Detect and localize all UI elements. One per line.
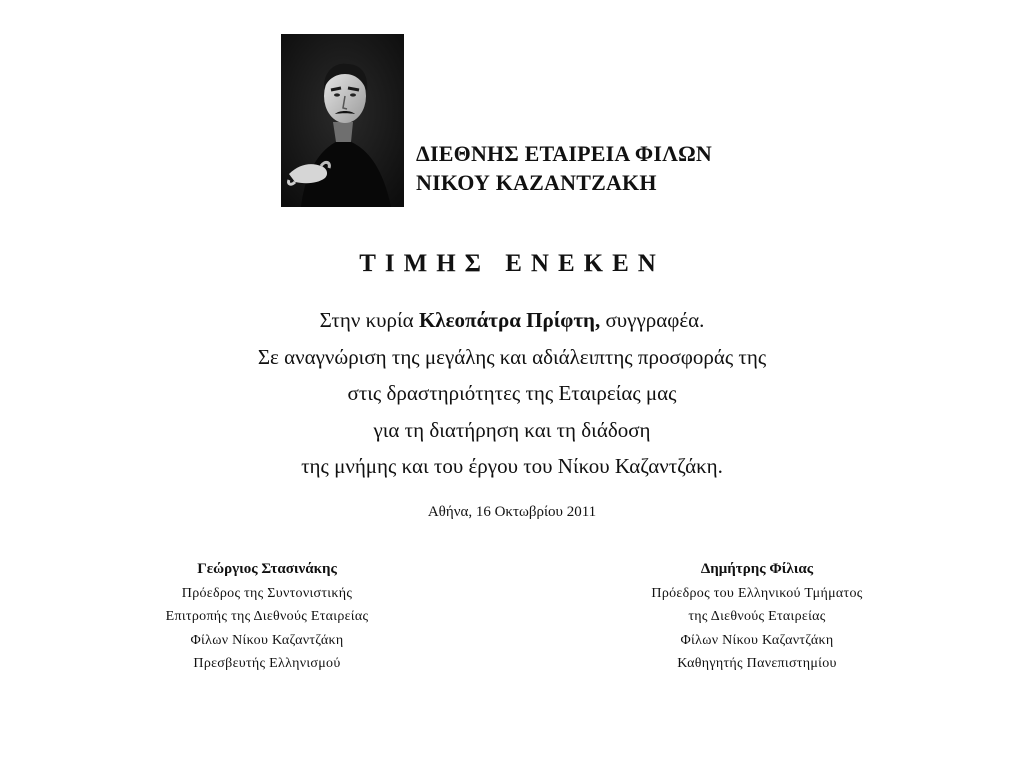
- dedication-prefix: Στην κυρία: [319, 308, 419, 332]
- dedication-line-3: στις δραστηριότητες της Εταιρείας μας: [347, 381, 677, 405]
- signatory-role-line: Καθηγητής Πανεπιστημίου: [677, 656, 837, 671]
- portrait-image: [281, 34, 404, 207]
- signatory-role-line: της Διεθνούς Εταιρείας: [688, 609, 826, 624]
- signatory-name: Δημήτρης Φίλιας: [700, 561, 814, 577]
- dedication-line-4: για τη διατήρηση και τη διάδοση: [373, 417, 651, 442]
- dedication-text: [0, 302, 1024, 485]
- dedication-line-2: Σε αναγνώριση της μεγάλης και αδιάλειπτης προσφοράς της: [257, 344, 767, 369]
- place-and-date: Αθήνα, 16 Οκτωβρίου 2011: [427, 504, 597, 520]
- signatory-name: Γεώργιος Στασινάκης: [197, 561, 337, 577]
- signatory-role-line: Επιτροπής της Διεθνούς Εταιρείας: [165, 609, 369, 624]
- signatory-left: [102, 558, 432, 676]
- honoris-causa-heading: ΤΙΜΗΣ ΕΝΕΚΕΝ: [359, 250, 665, 277]
- organization-name-line1: ΔΙΕΘΝΗΣ ΕΤΑΙΡΕΙΑ ΦΙΛΩΝ: [416, 141, 713, 166]
- signatory-role-line: Φίλων Νίκου Καζαντζάκη: [190, 632, 344, 648]
- dedication-line-5: της μνήμης και του έργου του Νίκου Καζαντζάκη.: [301, 454, 723, 478]
- signatory-role-line: Φίλων Νίκου Καζαντζάκη: [680, 632, 834, 648]
- recipient-name: Κλεοπάτρα Πρίφτη,: [418, 308, 601, 332]
- signatory-role-line: Πρεσβευτής Ελληνισμού: [193, 656, 341, 671]
- signatory-role-line: Πρόεδρος της Συντονιστικής: [181, 585, 353, 601]
- signatory-role-line: Πρόεδρος του Ελληνικού Τμήματος: [651, 585, 863, 601]
- dedication-suffix: συγγραφέα.: [600, 308, 705, 332]
- organization-name-line2: ΝΙΚΟΥ ΚΑΖΑΝΤΖΑΚΗ: [416, 170, 657, 195]
- kazantzakis-portrait-photo: [281, 34, 404, 207]
- organization-name: [416, 139, 712, 197]
- dedication-line-1: [0, 302, 1024, 339]
- signatory-right: [592, 558, 922, 676]
